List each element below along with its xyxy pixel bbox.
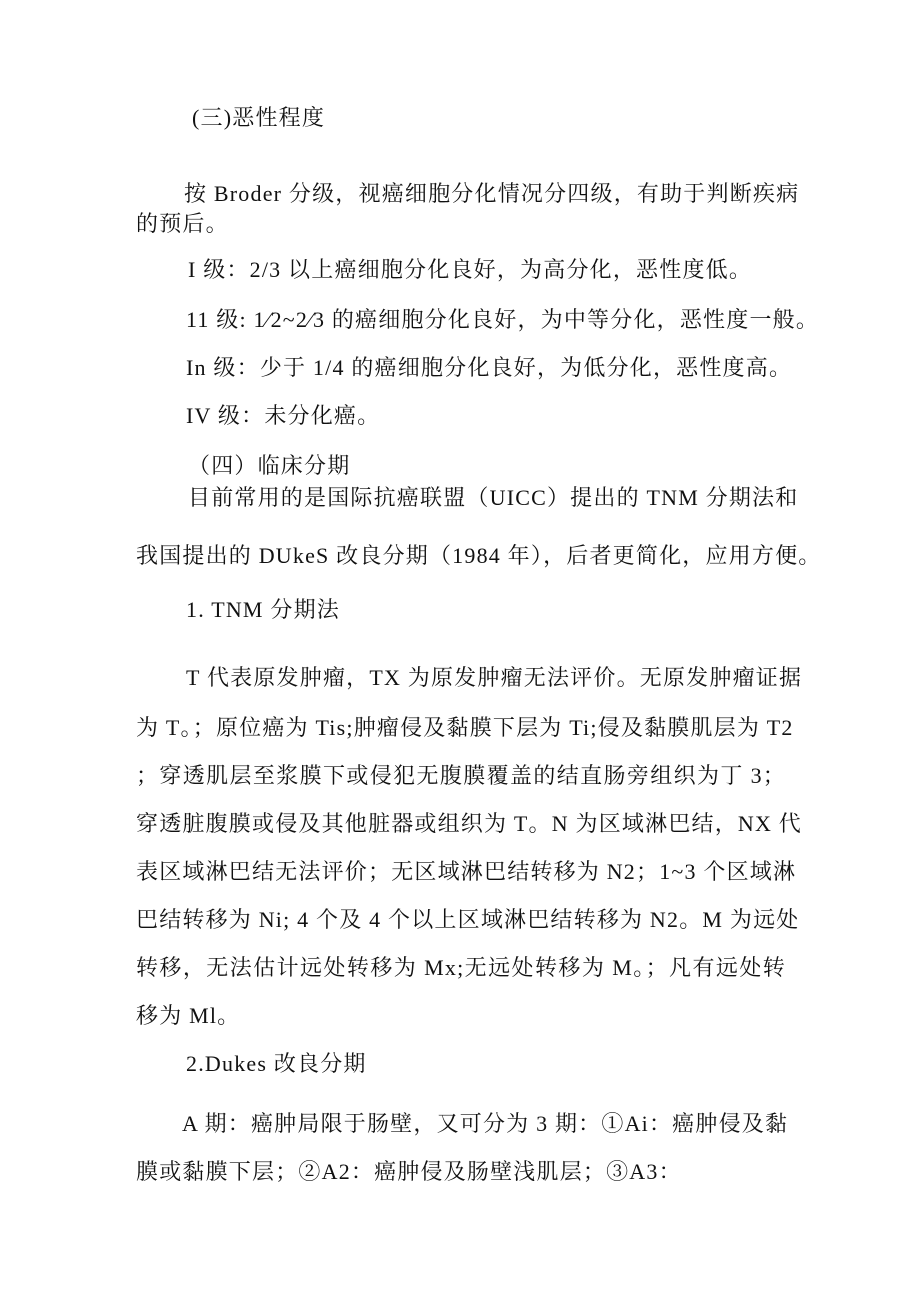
section3-heading: (三)恶性程度 xyxy=(192,105,326,130)
section4-intro-line1: 目前常用的是国际抗癌联盟（UICC）提出的 TNM 分期法和 xyxy=(188,485,799,510)
section4-intro-line2: 我国提出的 DUkeS 改良分期（1984 年），后者更简化，应用方便。 xyxy=(136,543,822,568)
tnm-line: T 代表原发肿瘤，TX 为原发肿瘤无法评价。无原发肿瘤证据 xyxy=(186,665,803,690)
dukes-line: A 期：癌肿局限于肠壁，又可分为 3 期：①Ai：癌肿侵及黏 xyxy=(182,1111,789,1136)
tnm-line: 移为 Ml。 xyxy=(136,1003,241,1028)
section3-intro-line2: 的预后。 xyxy=(136,211,229,236)
section3-intro-line1: 按 Broder 分级，视癌细胞分化情况分四级，有助于判断疾病 xyxy=(184,181,800,206)
tnm-line: 表区域淋巴结无法评价；无区域淋巴结转移为 N2；1~3 个区域淋 xyxy=(136,859,797,884)
tnm-line: 巴结转移为 Ni; 4 个及 4 个以上区域淋巴结转移为 N2。M 为远处 xyxy=(136,907,800,932)
tnm-line: 穿透脏腹膜或侵及其他脏器或组织为 T。N 为区域淋巴结，NX 代 xyxy=(136,811,803,836)
tnm-line: 转移，无法估计远处转移为 Mx;无远处转移为 M。；凡有远处转 xyxy=(136,955,786,980)
tnm-heading: 1. TNM 分期法 xyxy=(186,597,340,622)
dukes-heading: 2.Dukes 改良分期 xyxy=(186,1051,367,1076)
section4-heading: （四）临床分期 xyxy=(188,453,351,478)
grade-4: IV 级：未分化癌。 xyxy=(186,403,381,428)
grade-3: In 级：少于 1/4 的癌细胞分化良好，为低分化，恶性度高。 xyxy=(186,355,793,380)
grade-1: I 级：2/3 以上癌细胞分化良好，为高分化，恶性度低。 xyxy=(188,257,753,282)
tnm-line: ；穿透肌层至浆膜下或侵犯无腹膜覆盖的结直肠旁组织为丁 3； xyxy=(136,763,786,788)
dukes-line: 膜或黏膜下层；②A2：癌肿侵及肠壁浅肌层；③A3： xyxy=(136,1159,682,1184)
tnm-line: 为 T。；原位癌为 Tis;肿瘤侵及黏膜下层为 Ti;侵及黏膜肌层为 T2 xyxy=(136,715,794,740)
grade-2: 11 级: 1⁄2~2⁄3 的癌细胞分化良好，为中等分化，恶性度一般。 xyxy=(186,307,820,332)
